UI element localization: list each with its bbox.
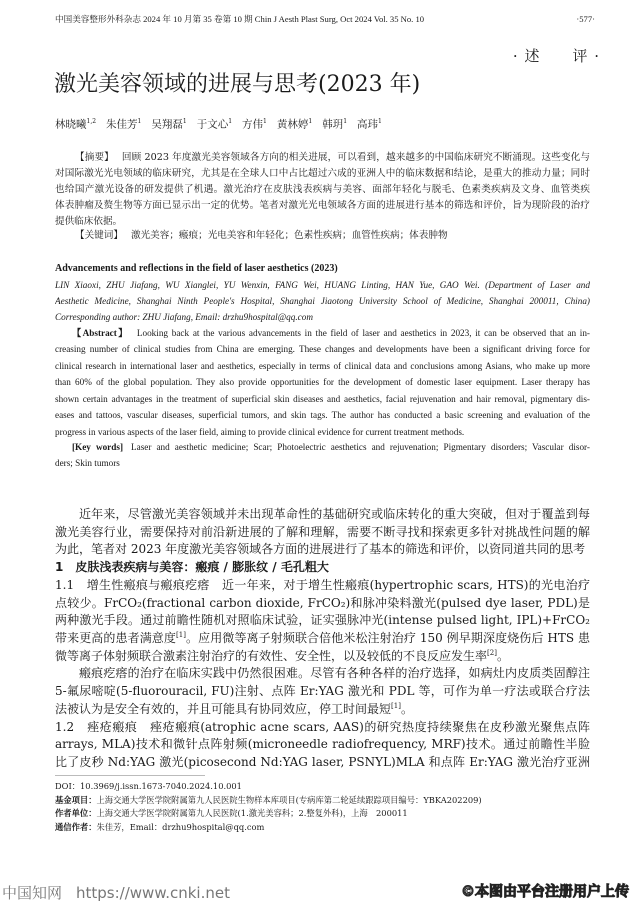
- author-name: 朱佳芳: [106, 118, 138, 131]
- body-line: [55, 719, 590, 735]
- article-category: · 述 评 ·: [512, 47, 600, 65]
- english-title: [55, 262, 590, 275]
- text-run: creasing number of clinical studies from China are emerging. These changes and developments have been a significant driving force for: [55, 344, 590, 354]
- text-run: 5-氟尿嘧啶(5-fluorouracil, FU)注射、点阵 Er:YAG 激光和 PDL 等，可作为单一疗法或联合疗法: [55, 684, 590, 699]
- running-header: [55, 14, 424, 25]
- author-affiliation-mark: 1: [137, 118, 142, 125]
- text-run: 比了皮秒 Nd:YAG 激光(picosecond Nd:YAG laser, PSNYL)MLA 和点阵 Er:YAG 激光治疗亚洲: [55, 755, 590, 770]
- text-run: 回顾 2023 年度激光美容领域各方向的相关进展，可以看到，越来越多的中国临床研究不断涌现。这些变化与: [121, 152, 590, 163]
- english-keywords-line: [55, 457, 590, 470]
- text-run: Laser and aesthetic medicine; Scar; Photoelectric aesthetics and rejuvenation; Pigmentary disorders; Vascular disor-: [131, 441, 590, 452]
- english-keywords-line: [72, 441, 590, 454]
- english-abstract-line: [55, 343, 590, 356]
- body-line: [55, 524, 590, 540]
- keywords-cn: [75, 229, 590, 243]
- section-heading: [55, 559, 590, 575]
- text-run: 也给国产激光设备的研发提供了机遇。激光治疗在皮肤浅表疾病与美容、面部年轻化与脱毛、色素类疾病及文身、血管类疾: [55, 184, 590, 195]
- text-run: 法被认为是安全有效的，并且可能具有协同效应，停工时间最短: [55, 701, 392, 716]
- abstract-cn-line: [55, 167, 590, 181]
- text-run: Advancements and reflections in the field of laser aesthetics (2023): [55, 262, 338, 274]
- author-name: 黄林婷: [276, 118, 309, 131]
- author-affiliation-mark: 1: [308, 118, 313, 125]
- text-run: 。: [400, 701, 413, 716]
- text-run: Corresponding author: ZHU Jiafang, Email: drzhu9hospital@qq.com: [55, 311, 313, 322]
- corresponding-label: 通信作者：: [55, 822, 97, 832]
- body-line: [55, 683, 590, 699]
- cnki-name: 中国知网: [2, 884, 63, 902]
- text-run: 瘢痕疙瘩的治疗在临床实践中仍然很困难。尽管有各种各样的治疗选择，如病灶内皮质类固醇注: [79, 666, 590, 681]
- body-line: [55, 612, 590, 628]
- english-abstract-line: [72, 327, 590, 340]
- author-affiliation-mark: 1: [378, 118, 382, 125]
- text-run: shown certain advantages in the treatment of superficial skin diseases and aesthetics, facial rejuvenation and hair removal, pigmentary dis-: [55, 393, 590, 404]
- text-run: 。应用微等离子射频联合倍他米松注射治疗 150 例早期深度烧伤后 HTS 患: [185, 631, 590, 646]
- body-line: [55, 754, 590, 770]
- english-author-line: [55, 295, 590, 308]
- author-list: [55, 115, 595, 132]
- author-name: 高玮: [357, 118, 379, 131]
- fund-label: 基金项目：: [55, 795, 97, 805]
- body-line: [79, 506, 590, 522]
- affiliation-note: [55, 807, 595, 819]
- author-affiliation-mark: 1: [343, 118, 348, 125]
- text-run: progress in various aspects of the laser field, aiming to provide clinical evidence for current treatment methods.: [55, 426, 465, 437]
- text-run: 1.2 痤疮瘢痕 痤疮瘢痕(atrophic acne scars, AAS)的研究热度持续聚焦在皮秒激光聚焦点阵: [55, 719, 590, 734]
- english-author-line: [55, 279, 590, 292]
- page-title: 激光美容领域的进展与思考(2023 年): [54, 72, 421, 97]
- citation-ref[interactable]: [1]: [176, 631, 186, 640]
- upload-notice: ©本图由平台注册用户上传: [461, 884, 629, 900]
- citation-ref[interactable]: [2]: [487, 648, 497, 657]
- body-line: [55, 701, 590, 717]
- english-abstract-line: [55, 409, 590, 422]
- english-abstract-line: [55, 426, 590, 439]
- page-number: ·577·: [576, 14, 595, 24]
- text-run: 点较少。FrCO₂(fractional carbon dioxide, FrCO₂)和脉冲染料激光(pulsed dye laser, PDL)是: [55, 595, 590, 610]
- section-label: 【关键词】: [75, 230, 123, 241]
- fund-note: [55, 794, 595, 806]
- text-run: 提供临床依据。: [55, 216, 123, 227]
- text-run: Aesthetic Medicine, Shanghai Ninth People's Hospital, Shanghai Jiaotong University School of Medicine, Shanghai 200011, China): [55, 295, 590, 306]
- english-abstract-line: [55, 376, 590, 389]
- text-run: 激光美容行业，需要保持对前沿新进展的了解和理解，需要不断寻找和探索更多针对挑战性问题的解: [55, 524, 590, 539]
- text-run: 1.1 增生性瘢痕与瘢痕疙瘩 近一年来，对于增生性瘢痕(hypertrophic scars, HTS)的光电治疗: [55, 577, 590, 592]
- body-line: [79, 665, 590, 681]
- section-label: 【Abstract】: [72, 327, 129, 338]
- text-run: LIN Xiaoxi, ZHU Jiafang, WU Xianglei, YU Wenxin, FANG Wei, HUANG Linting, HAN Yue, GAO Wei. (Department of Laser and: [55, 279, 590, 290]
- author-affiliation-mark: 1: [228, 118, 233, 125]
- footnote-divider: [55, 775, 205, 776]
- corresponding-text: 朱佳芳，Email：drzhu9hospital@qq.com: [96, 822, 265, 832]
- abstract-cn-line: [75, 151, 590, 165]
- abstract-cn-line: [55, 199, 590, 213]
- section-label: [Key words]: [72, 441, 123, 452]
- author-name: 于文心: [196, 118, 229, 131]
- author-affiliation-mark: 1,2: [86, 118, 97, 125]
- abstract-cn-line: [55, 215, 590, 229]
- author-name: 林晓曦: [55, 118, 87, 131]
- text-run: 近年来，尽管激光美容领域并未出现革命性的基础研究或临床转化的重大突破，但对于覆盖到每: [79, 507, 590, 521]
- corresponding-note: [55, 821, 595, 833]
- cnki-watermark: [2, 882, 230, 903]
- section-label: 【摘要】: [75, 152, 114, 163]
- text-run: ders; Skin tumors: [55, 457, 120, 468]
- affiliation-label: 作者单位：: [55, 808, 97, 818]
- text-run: Looking back at the various advancements in the field of laser and aesthetics in 2023, it can be observed that an in-: [136, 327, 590, 338]
- text-run: eases and tattoos, vascular diseases, superficial tumors, and skin tags. The author has conducted a basic screening and evaluation of the: [55, 410, 590, 420]
- text-run: 体表肿瘤及赘生物等方面已显示出一定的优势。笔者对激光光电领域各方面的进展进行基本的筛选和评价，旨为现阶段的治疗: [55, 200, 590, 211]
- body-line: [55, 577, 590, 593]
- body-line: [55, 541, 590, 557]
- journal-citation: 中国美容整形外科杂志 2024 年 10 月第 35 卷第 10 期 Chin J Aesth Plast Surg, Oct 2024 Vol. 35 No. 10: [55, 14, 425, 24]
- text-run: 对国际激光光电领域的临床研究，尤其是在全球人口中占比超过六成的亚洲人中的临床数据和结论，是重大的推动力量；同时: [55, 168, 590, 179]
- author-name: 韩玥: [322, 118, 344, 131]
- author-name: 吴翔磊: [151, 118, 183, 131]
- text-run: 为此，笔者对 2023 年度激光美容领域各方面的进展进行了基本的筛选和评价，以资同道共同的思考: [55, 542, 586, 557]
- author-name: 方伟: [242, 118, 264, 131]
- doi: DOI：10.3969/j.issn.1673-7040.2024.10.001: [55, 781, 242, 791]
- body-line: [55, 595, 590, 611]
- text-run: 微等离子体射频联合激素注射治疗的有效性、安全性，以及较低的不良反应发生率: [55, 648, 488, 663]
- fund-text: 上海交通大学医学院附属第九人民医院生物样本库项目(专病库第二轮延续跟踪项目编号：YBKA202209): [96, 795, 482, 805]
- english-author-line: [55, 311, 590, 324]
- english-abstract-line: [55, 360, 590, 373]
- body-line: [55, 736, 590, 752]
- affiliation-text: 上海交通大学医学院附属第九人民医院(1.激光美容科；2.整复外科)，上海 200011: [96, 808, 408, 818]
- english-abstract-line: [55, 393, 590, 406]
- text-run: arrays, MLA)技术和微针点阵射频(microneedle radiofrequency, MRF)技术。通过前瞻性半脸: [55, 737, 590, 752]
- text-run: clinical research in international laser and aesthetics, especially in terms of clinical data and conclusions among Asians, who make up more: [55, 360, 590, 371]
- body-line: [55, 630, 590, 646]
- author-affiliation-mark: 1: [182, 118, 187, 125]
- text-run: 1 皮肤浅表疾病与美容：瘢痕 / 膨胀纹 / 毛孔粗大: [55, 560, 329, 575]
- text-run: 。: [496, 648, 509, 663]
- abstract-cn-line: [55, 183, 590, 197]
- cnki-url[interactable]: https://www.cnki.net: [76, 884, 230, 902]
- text-run: 激光美容；瘢痕；光电美容和年轻化；色素性疾病；血管性疾病；体表肿物: [130, 230, 448, 241]
- body-line: [55, 648, 590, 664]
- author-affiliation-mark: 1: [263, 118, 267, 125]
- citation-ref[interactable]: [1]: [391, 701, 401, 710]
- text-run: than 60% of the global population. They also provide opportunities for the development of domestic laser equipment. Laser therapy has: [55, 377, 590, 387]
- text-run: 带来更高的患者满意度: [55, 631, 177, 646]
- text-run: 两种激光手段。通过前瞻性随机对照临床试验，证实强脉冲光(intense pulsed light, IPL)+FrCO₂: [55, 613, 590, 628]
